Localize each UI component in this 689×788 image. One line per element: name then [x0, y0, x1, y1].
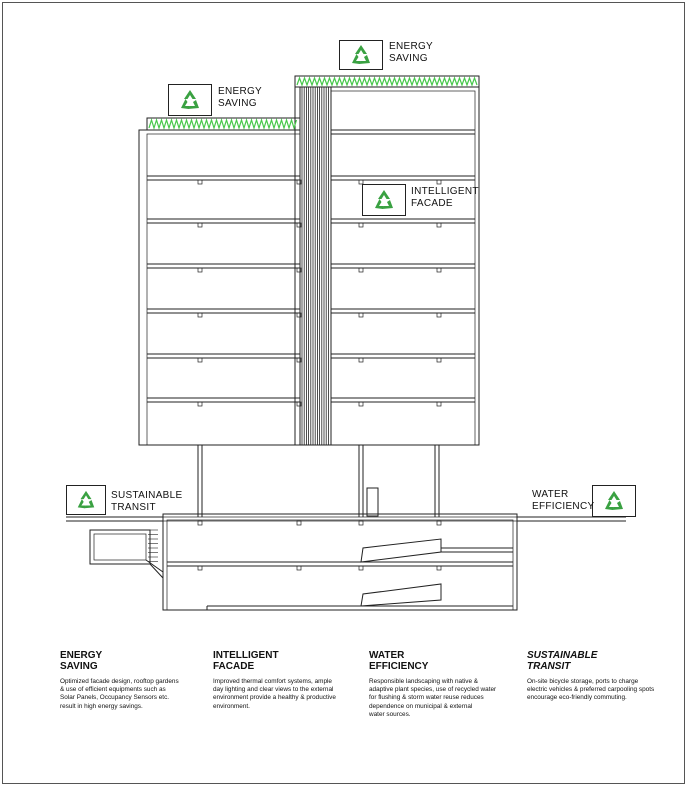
recycle-icon [371, 188, 397, 212]
section-transit-body: On-site bicycle storage, ports to charge electric vehicles & preferred carpooling spots encourage eco-friendly commuting. [527, 678, 655, 702]
energy-saving-top-label: ENERGY SAVING [389, 41, 434, 64]
section-water-body: Responsible landscaping with native & adaptive plant species, use of recycled water for flushing & storm water reuse reduces dependence on municipal & external water sources. [369, 678, 497, 718]
recycle-icon [348, 43, 374, 67]
ramp-lower [361, 584, 441, 606]
energy-saving-top-badge [339, 40, 383, 70]
section-energy-body: Optimized facade design, rooftop gardens & use of efficient equipments such as Solar Panels, Occupancy Sensors etc. result in high energy savings. [60, 678, 179, 710]
sustainable-transit-label: SUSTAINABLE TRANSIT [111, 490, 183, 513]
water-efficiency-badge [592, 485, 636, 517]
green-roof-left-planting [149, 120, 297, 128]
ramp-upper [361, 539, 441, 562]
section-transit-title: SUSTAINABLE TRANSIT [527, 650, 598, 672]
section-facade-title: INTELLIGENT FACADE [213, 650, 279, 672]
sustainable-transit-badge [66, 485, 106, 515]
intelligent-facade-label: INTELLIGENT FACADE [411, 186, 479, 209]
recycle-icon [74, 489, 98, 511]
energy-saving-left-badge [168, 84, 212, 116]
section-energy-title: ENERGY SAVING [60, 650, 103, 672]
section-facade-body: Improved thermal comfort systems, ample day lighting and clear views to the external environment provide a healthy & productive environment. [213, 678, 336, 710]
cycle-storage-pit [90, 530, 150, 564]
intelligent-facade-badge [362, 184, 406, 216]
recycle-icon [601, 489, 627, 513]
energy-saving-left-label: ENERGY SAVING [218, 86, 263, 109]
recycle-icon [177, 88, 203, 112]
water-efficiency-label: WATER EFFICIENCY [532, 489, 595, 512]
section-water-title: WATER EFFICIENCY [369, 650, 429, 672]
green-roof-right-planting [297, 78, 477, 85]
entrance-door [367, 488, 378, 516]
